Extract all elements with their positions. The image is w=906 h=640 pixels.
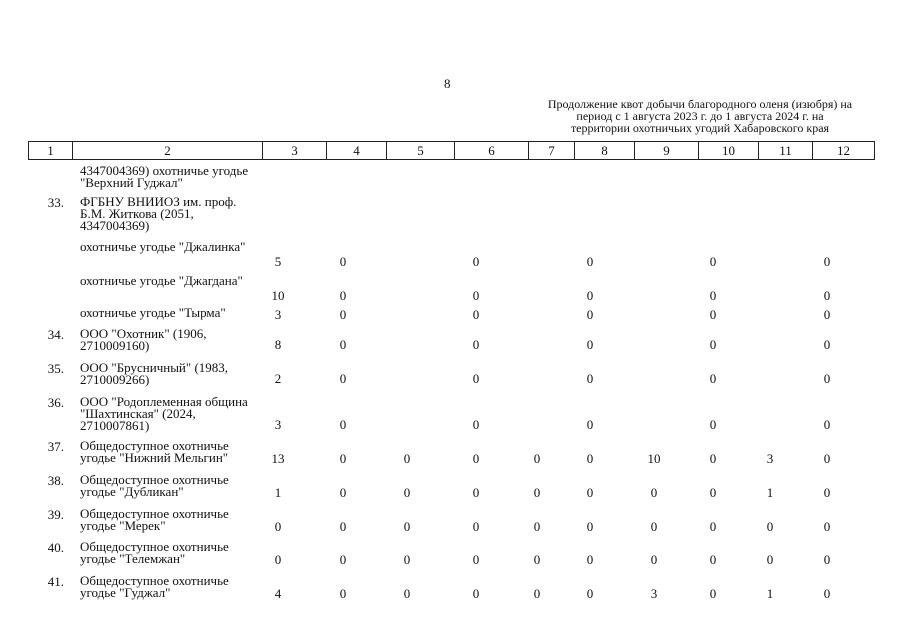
col-header-7: 7 [529,142,575,160]
cell-c3: 13 [271,451,285,466]
cell-c10: 0 [709,371,717,386]
cell-c11: 0 [766,519,774,534]
cell-c3: 8 [274,337,282,352]
cell-c12: 0 [823,254,831,269]
cell-c6: 0 [472,552,480,567]
cell-c10: 0 [709,288,717,303]
cell-c12: 0 [823,586,831,601]
cell-c12: 0 [823,451,831,466]
caption-line-1: Продолжение квот добычи благородного оленя (изюбря) на [547,97,853,111]
row-name: Общедоступное охотничье угодье "Дубликан" [80,472,229,499]
page-number: 8 [444,76,451,91]
cell-c3: 4 [274,586,282,601]
cell-c12: 0 [823,417,831,432]
col-header-9: 9 [635,142,699,160]
cell-c8: 0 [586,485,594,500]
cell-c8: 0 [586,417,594,432]
cell-c12: 0 [823,552,831,567]
cell-c3: 0 [274,552,282,567]
cell-c5: 0 [403,519,411,534]
cell-c12: 0 [823,485,831,500]
col-header-1: 1 [29,142,73,160]
cell-c8: 0 [586,288,594,303]
row-name: ООО "Брусничный" (1983, 2710009266) [80,360,229,387]
cell-c11: 1 [766,586,774,601]
cell-c6: 0 [472,307,480,322]
cell-c12: 0 [823,371,831,386]
cell-c8: 0 [586,307,594,322]
cell-c11: 1 [766,485,774,500]
cell-c11: 0 [766,552,774,567]
row-name: охотничье угодье "Джалинка" [80,239,246,254]
row-name: ООО "Родоплеменная община "Шахтинская" (2024, 2710007861) [80,394,248,433]
col-header-3: 3 [263,142,327,160]
cell-c3: 3 [274,307,282,322]
cell-c3: 2 [274,371,282,386]
cell-c3: 1 [274,485,282,500]
row-name: Общедоступное охотничье угодье "Телемжан" [80,539,229,566]
cell-c6: 0 [472,586,480,601]
row-name: ФГБНУ ВНИИОЗ им. проф. Б.М. Житкова (2051, 4347004369) [80,194,237,233]
row-number: 35. [47,361,64,376]
col-header-6: 6 [455,142,529,160]
cell-c10: 0 [709,337,717,352]
cell-c6: 0 [472,417,480,432]
cell-c8: 0 [586,254,594,269]
cell-c4: 0 [339,519,347,534]
cell-c10: 0 [709,307,717,322]
cell-c10: 0 [709,552,717,567]
caption-line-2: период с 1 августа 2023 г. до 1 августа 2024 г. на [576,109,824,123]
cell-c10: 0 [709,254,717,269]
row-number: 34. [47,327,64,342]
col-header-12: 12 [813,142,875,160]
cell-c4: 0 [339,586,347,601]
col-header-5: 5 [387,142,455,160]
cell-c9: 0 [650,519,658,534]
cell-c10: 0 [709,519,717,534]
cell-c12: 0 [823,337,831,352]
row-number: 37. [47,439,64,454]
cell-c6: 0 [472,337,480,352]
cell-c8: 0 [586,586,594,601]
cell-c6: 0 [472,485,480,500]
caption-line-3: территории охотничьих угодий Хабаровского края [570,121,830,135]
cell-c9: 0 [650,485,658,500]
cell-c7: 0 [533,552,541,567]
row-number: 41. [47,574,64,589]
column-header-row [29,142,875,160]
cell-c4: 0 [339,552,347,567]
col-header-10: 10 [699,142,759,160]
cell-c10: 0 [709,451,717,466]
cell-c8: 0 [586,451,594,466]
col-header-2: 2 [73,142,263,160]
cell-c5: 0 [403,586,411,601]
cell-c5: 0 [403,552,411,567]
cell-c8: 0 [586,371,594,386]
cell-c12: 0 [823,307,831,322]
row-name: 4347004369) охотничье угодье "Верхний Гуджал" [80,163,249,190]
table-caption [530,98,870,134]
cell-c8: 0 [586,337,594,352]
row-number: 33. [47,195,64,210]
cell-c9: 0 [650,552,658,567]
col-header-8: 8 [575,142,635,160]
cell-c11: 3 [766,451,774,466]
cell-c4: 0 [339,288,347,303]
cell-c6: 0 [472,254,480,269]
cell-c4: 0 [339,307,347,322]
column-header-table [28,141,875,160]
cell-c3: 5 [274,254,282,269]
cell-c12: 0 [823,519,831,534]
cell-c9: 3 [650,586,658,601]
row-number: 40. [47,540,64,555]
cell-c4: 0 [339,451,347,466]
cell-c10: 0 [709,485,717,500]
cell-c4: 0 [339,417,347,432]
cell-c4: 0 [339,254,347,269]
row-name: Общедоступное охотничье угодье "Нижний Мельгин" [80,438,229,465]
cell-c6: 0 [472,288,480,303]
row-name: Общедоступное охотничье угодье "Мерек" [80,506,229,533]
row-name: ООО "Охотник" (1906, 2710009160) [80,326,207,353]
cell-c7: 0 [533,519,541,534]
cell-c4: 0 [339,485,347,500]
cell-c3: 3 [274,417,282,432]
cell-c9: 10 [647,451,661,466]
cell-c5: 0 [403,451,411,466]
cell-c6: 0 [472,451,480,466]
cell-c7: 0 [533,485,541,500]
cell-c6: 0 [472,519,480,534]
row-number: 39. [47,507,64,522]
cell-c7: 0 [533,586,541,601]
cell-c10: 0 [709,586,717,601]
cell-c4: 0 [339,371,347,386]
cell-c8: 0 [586,552,594,567]
row-number: 36. [47,395,64,410]
cell-c12: 0 [823,288,831,303]
row-number: 38. [47,473,64,488]
cell-c4: 0 [339,337,347,352]
row-name: Общедоступное охотничье угодье "Гуджал" [80,573,229,600]
cell-c5: 0 [403,485,411,500]
row-name: охотничье угодье "Джагдана" [80,273,243,288]
cell-c3: 10 [271,288,285,303]
cell-c8: 0 [586,519,594,534]
cell-c10: 0 [709,417,717,432]
col-header-4: 4 [327,142,387,160]
cell-c6: 0 [472,371,480,386]
col-header-11: 11 [759,142,813,160]
row-name: охотничье угодье "Тырма" [80,305,226,320]
cell-c7: 0 [533,451,541,466]
cell-c3: 0 [274,519,282,534]
